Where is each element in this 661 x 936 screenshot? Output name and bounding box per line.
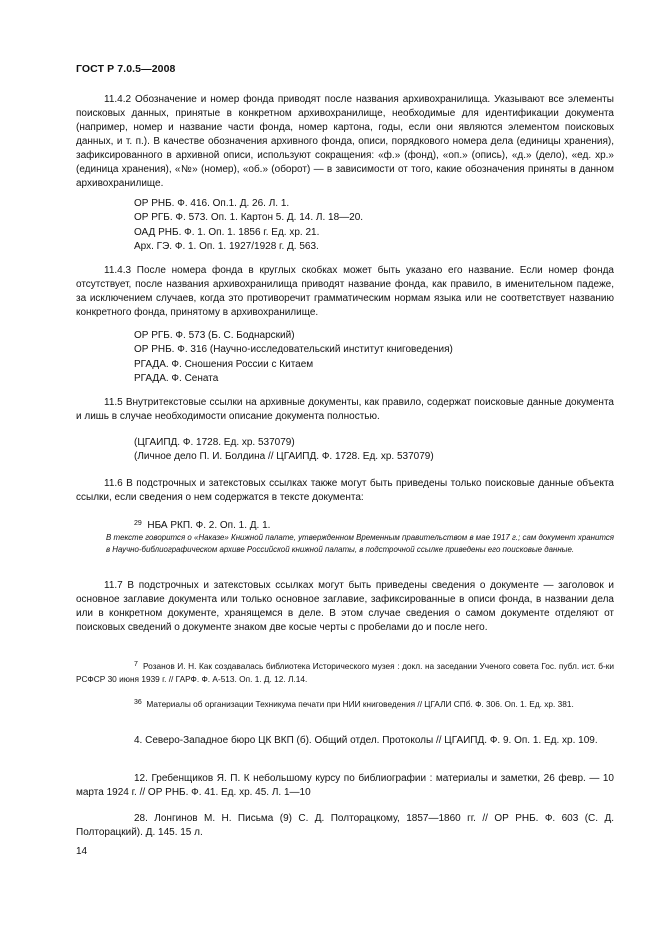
paragraph-11-6: 11.6 В подстрочных и затекстовых ссылках также могут быть приведены только поисковые данные объекта ссылки, если сведения о нем содержатся в тексте документа:: [76, 478, 614, 503]
reference-example-28: 28. Лонгинов М. Н. Письма (9) С. Д. Полторацкому, 1857—1860 гг. // ОР РНБ. Ф. 603 (С. Д. Полторацкий). Д. 145. 15 л.: [76, 813, 614, 838]
example-line: ОАД РНБ. Ф. 1. Оп. 1. 1856 г. Ед. хр. 21.: [134, 226, 320, 238]
example-line: ОР РГБ. Ф. 573. Оп. 1. Картон 5. Д. 14. Л. 18—20.: [134, 212, 364, 224]
paragraph-11-4-2: 11.4.2 Обозначение и номер фонда приводят после названия архивохранилища. Указывают все элементы поисковых данных, принятые в конкретном архивохранилище, необходимые для идентификации документа (например, номер и название части фонда, номер картона, годы, если они являются элементом поисковых данных, и т. п.). В качестве обозначения архивного фонда, описи, порядкового номера дела (единицы хранения), зафиксированного в архивной описи, используют сокращения: «ф.» (фонд), «оп.» (опись), «д.» (дело), «ед. хр.» (единица хранения), «№» (номер), «об.» (оборот) — в зависимости от того, какие обозначения приняты в данном архивохранилище.: [76, 94, 614, 189]
example-line: ОР РНБ. Ф. 316 (Научно-исследовательский институт книговедения): [134, 344, 453, 356]
explanatory-note: В тексте говорится о «Наказе» Книжной палате, утвержденном Временным правительством в мае 1917 г.; сам документ хранится в Научно-библиографическом архиве Российской книжной палаты, в подстрочной ссылке приведены его поисковые данные.: [106, 533, 614, 554]
example-block-1: [134, 197, 363, 254]
example-line: НБА РКП. Ф. 2. Оп. 1. Д. 1.: [147, 520, 271, 531]
footnote-marker: 36: [134, 699, 142, 706]
footnote-marker: 29: [134, 520, 142, 527]
standard-header: ГОСТ Р 7.0.5—2008: [76, 63, 176, 75]
paragraph-11-5: 11.5 Внутритекстовые ссылки на архивные документы, как правило, содержат поисковые данные документа и лишь в случае необходимости описание документа полностью.: [76, 397, 614, 422]
reference-example-12: 12. Гребенщиков Я. П. К небольшому курсу по библиографии : материалы и заметки, 26 февр. — 10 марта 1924 г. // ОР РНБ. Ф. 41. Ед. хр. 45. Л. 1—10: [76, 773, 614, 798]
example-line: РГАДА. Ф. Сношения России с Китаем: [134, 358, 314, 370]
example-block-3: [134, 436, 434, 465]
example-line: (Личное дело П. И. Болдина // ЦГАИПД. Ф. 1728. Ед. хр. 537079): [134, 451, 434, 463]
example-block-4: [134, 517, 270, 533]
example-line: ОР РГБ. Ф. 573 (Б. С. Боднарский): [134, 330, 295, 341]
footnote-text: Розанов И. Н. Как создавалась библиотека Исторического музея : докл. на заседании Ученого совета Гос. публ. ист. б-ки РСФСР 30 июня 1939 г. // ГАРФ. Ф. А-513. Оп. 1. Д. 12. Л.14.: [76, 661, 614, 684]
paragraph-11-4-3: 11.4.3 После номера фонда в круглых скобках может быть указано его название. Если номер фонда отсутствует, после названия архивохранилища приводят название фонда, как правило, в именительном падеже, за исключением случаев, когда это противоречит грамматическим нормам языка или не соответствует названию конкретного фонда, принятому в архивохранилище.: [76, 265, 614, 318]
example-line: РГАДА. Ф. Сената: [134, 372, 219, 384]
footnote-example-36: [76, 696, 614, 711]
example-line: ОР РНБ. Ф. 416. Оп.1. Д. 26. Л. 1.: [134, 198, 290, 209]
paragraph-11-7: 11.7 В подстрочных и затекстовых ссылках могут быть приведены сведения о документе — заголовок и основное заглавие документа или только основное заглавие, зафиксированные в описи фонда, в названии дела или в конкретном документе, хранящемся в деле. В этом случае сведения о самом документе отделяют от поисковых сведений о документе знаком две косые черты с пробелами до и после него.: [76, 580, 614, 633]
footnote-marker: 7: [134, 661, 138, 668]
footnote-text: Материалы об организации Техникума печати при НИИ книговедения // ЦГАЛИ СПб. Ф. 306. Оп. 1. Ед. хр. 381.: [146, 699, 574, 709]
example-line: (ЦГАИПД. Ф. 1728. Ед. хр. 537079): [134, 437, 295, 448]
example-block-2: [134, 329, 453, 386]
page-number: 14: [76, 846, 88, 857]
reference-example-4: 4. Северо-Западное бюро ЦК ВКП (б). Общий отдел. Протоколы // ЦГАИПД. Ф. 9. Оп. 1. Ед. хр. 109.: [134, 735, 598, 746]
example-line: Арх. ГЭ. Ф. 1. Оп. 1. 1927/1928 г. Д. 563.: [134, 240, 319, 252]
footnote-example-7: [76, 658, 614, 686]
